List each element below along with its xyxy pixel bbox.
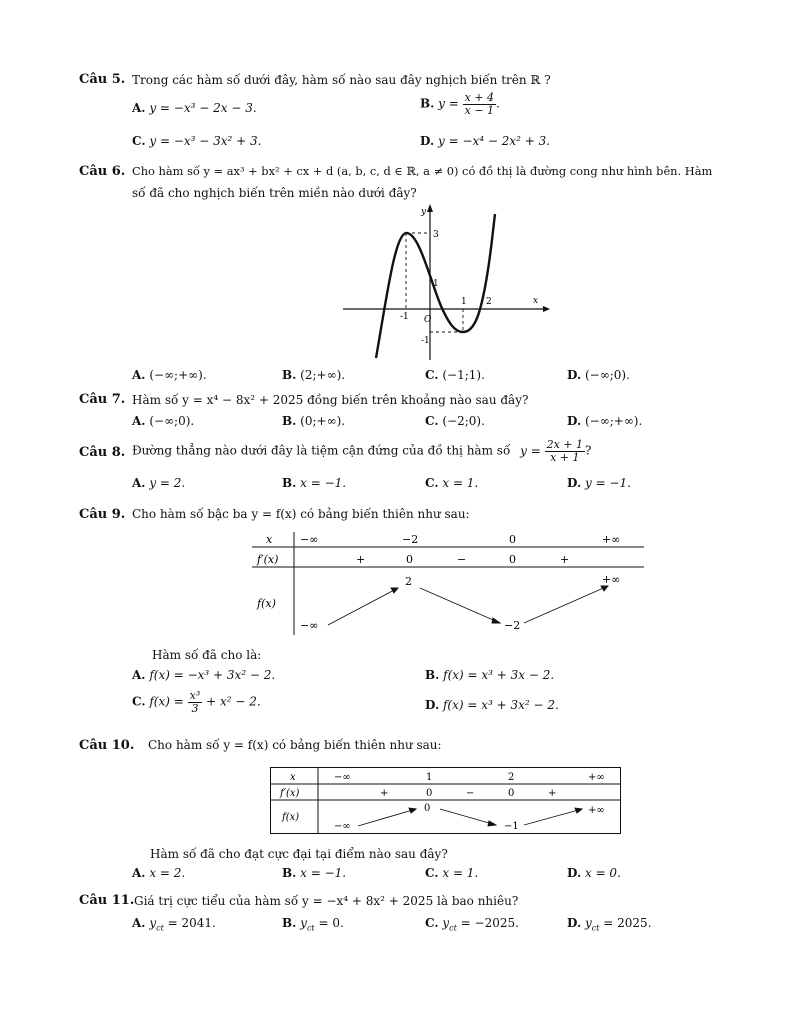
option-letter: B. (282, 916, 297, 930)
q9-option-b[interactable] (425, 668, 554, 682)
option-text: x = −1. (300, 866, 347, 880)
option-letter: D. (567, 476, 582, 490)
question-9-stem: Cho hàm số bậc ba y = f(x) có bảng biến thiên như sau: (132, 507, 470, 521)
q6-option-a[interactable] (132, 368, 207, 382)
x-value: −∞ (300, 533, 319, 546)
option-text: x = −1. (300, 476, 347, 490)
sign: + (548, 788, 557, 799)
x-value: −∞ (334, 772, 351, 783)
q6-option-c[interactable] (425, 368, 485, 382)
x-value: +∞ (602, 533, 621, 546)
tick-x-1: 1 (461, 297, 467, 307)
q11-option-a[interactable] (132, 916, 216, 932)
option-lhs: f(x) = (149, 694, 184, 709)
option-rest: = −2025. (456, 916, 519, 930)
option-text: y = −1. (584, 476, 631, 490)
option-text: (−2;0). (442, 414, 485, 428)
f-value: −∞ (334, 821, 351, 832)
option-var: y (300, 916, 307, 930)
option-letter: D. (567, 368, 582, 382)
x-header: x (290, 772, 296, 783)
question-10-stem: Cho hàm số y = f(x) có bảng biến thiên như sau: (148, 738, 442, 752)
stem-text: Đường thẳng nào dưới đây là tiệm cận đứng của đồ thị hàm số (132, 443, 511, 458)
option-text: x = 0. (584, 866, 621, 880)
tick-y-1: 1 (433, 279, 439, 289)
option-rest: = 2041. (163, 916, 216, 930)
option-rest: = 0. (314, 916, 344, 930)
q8-option-a[interactable] (132, 476, 185, 490)
numerator: 2x + 1 (546, 438, 584, 451)
stem-tail: ? (585, 443, 592, 458)
option-letter: B. (282, 414, 297, 428)
fraction (188, 690, 203, 714)
option-letter: C. (132, 694, 146, 709)
option-var: y (584, 916, 592, 930)
option-letter: B. (282, 866, 297, 880)
f-value: −1 (504, 821, 519, 832)
option-text: (−1;1). (442, 368, 485, 382)
question-7-label: Câu 7. (79, 392, 126, 407)
option-var: y (149, 916, 157, 930)
x-value: +∞ (588, 772, 605, 783)
option-text: f(x) = −x³ + 3x² − 2. (149, 668, 276, 682)
denominator: x + 1 (550, 450, 580, 464)
option-text: (0;+∞). (300, 414, 346, 428)
option-subscript: ct (156, 923, 164, 933)
origin-label: O (424, 315, 432, 325)
option-tail: + x² − 2. (206, 694, 261, 709)
option-letter: B. (425, 668, 440, 682)
option-letter: D. (567, 866, 582, 880)
q11-option-d[interactable] (567, 916, 652, 932)
option-subscript: ct (306, 923, 315, 933)
sign: + (380, 788, 389, 799)
option-text: x = 1. (442, 476, 479, 490)
fraction (463, 92, 496, 116)
denominator: 3 (191, 701, 199, 715)
q6-option-b[interactable] (282, 368, 345, 382)
question-10-prompt: Hàm số đã cho đạt cực đại tại điểm nào sau đây? (150, 847, 448, 861)
tick-y-minus1: -1 (421, 336, 430, 346)
numerator: x + 4 (464, 91, 495, 104)
function-lhs: y = (520, 443, 541, 458)
option-letter: A. (132, 668, 146, 682)
f-header: f(x) (257, 597, 276, 610)
f-value: −∞ (300, 619, 319, 632)
question-6-label: Câu 6. (79, 164, 126, 179)
q7-option-d[interactable] (567, 414, 642, 428)
x-value: 0 (509, 533, 516, 546)
option-text: y = 2. (149, 476, 186, 490)
q8-option-b[interactable] (282, 476, 346, 490)
sign: 0 (406, 553, 413, 566)
denominator: x − 1 (464, 103, 495, 117)
option-letter: C. (425, 916, 439, 930)
option-subscript: ct (449, 923, 457, 933)
sign: 0 (508, 788, 515, 799)
q9-option-c[interactable] (132, 690, 261, 714)
y-axis-arrow (427, 204, 433, 212)
fraction (545, 439, 585, 463)
question-5-label: Câu 5. (79, 72, 126, 87)
x-value: 2 (508, 772, 515, 783)
variation-arrows (358, 808, 582, 826)
f-value: +∞ (588, 805, 605, 816)
numerator: x³ (189, 689, 201, 702)
option-letter: C. (425, 414, 439, 428)
option-subscript: ct (591, 923, 600, 933)
option-text: x = 2. (149, 866, 186, 880)
f-value: 2 (405, 575, 412, 588)
option-letter: B. (282, 368, 297, 382)
x-axis-label: x (533, 296, 539, 306)
q7-option-b[interactable] (282, 414, 345, 428)
option-text: (−∞;0). (149, 414, 195, 428)
question-6-stem-line2: số đã cho nghịch biến trên miền nào dưới đây? (132, 186, 417, 200)
x-value: −2 (402, 533, 419, 546)
option-letter: D. (420, 134, 435, 148)
f-header: f(x) (282, 812, 300, 823)
question-8-label: Câu 8. (79, 445, 126, 460)
option-text: y = −x³ − 3x² + 3. (149, 134, 262, 148)
variation-table-q10 (270, 767, 622, 835)
question-10-label: Câu 10. (79, 738, 135, 753)
sign: − (466, 788, 475, 799)
question-5-stem: Trong các hàm số dưới đây, hàm số nào sau đây nghịch biến trên ℝ ? (132, 73, 551, 87)
option-letter: C. (425, 866, 439, 880)
fprime-header: f′(x) (257, 553, 279, 566)
y-axis-label: y (421, 207, 427, 217)
tick-x-2: 2 (486, 297, 492, 307)
q11-option-b[interactable] (282, 916, 344, 932)
q11-option-c[interactable] (425, 916, 519, 932)
x-axis-arrow (543, 306, 550, 312)
q10-option-b[interactable] (282, 866, 346, 880)
option-letter: A. (132, 101, 146, 115)
option-lhs: y = (438, 96, 459, 111)
option-tail: . (496, 96, 500, 111)
q9-option-a[interactable] (132, 668, 275, 682)
q6-option-d[interactable] (567, 368, 630, 382)
cubic-graph (335, 200, 550, 365)
option-letter: C. (425, 368, 439, 382)
f-value: +∞ (602, 573, 621, 586)
q9-option-d[interactable] (425, 698, 559, 712)
option-letter: A. (132, 476, 146, 490)
option-rest: = 2025. (599, 916, 652, 930)
option-letter: D. (567, 916, 582, 930)
sign: 0 (509, 553, 516, 566)
sign: + (560, 553, 570, 566)
option-letter: C. (132, 134, 146, 148)
q10-option-d[interactable] (567, 866, 621, 880)
question-8-stem (132, 439, 591, 463)
option-letter: A. (132, 866, 146, 880)
option-text: (−∞;+∞). (584, 414, 643, 428)
option-text: y = −x³ − 2x − 3. (149, 101, 257, 115)
option-letter: A. (132, 414, 146, 428)
sign: − (457, 553, 467, 566)
option-letter: B. (282, 476, 297, 490)
sign: + (356, 553, 366, 566)
option-text: f(x) = x³ + 3x − 2. (443, 668, 555, 682)
tick-x-minus1: -1 (400, 312, 409, 322)
tick-y-3: 3 (433, 230, 439, 240)
option-letter: A. (132, 368, 146, 382)
question-11-stem: Giá trị cực tiểu của hàm số y = −x⁴ + 8x² + 2025 là bao nhiêu? (134, 894, 519, 908)
fprime-header: f′(x) (280, 788, 300, 799)
f-value: 0 (424, 803, 431, 814)
f-value: −2 (504, 619, 521, 632)
question-6-stem-line1: Cho hàm số y = ax³ + bx² + cx + d (a, b, c, d ∈ ℝ, a ≠ 0) có đồ thị là đường cong như hình bên. Hàm (132, 164, 713, 178)
x-value: 1 (426, 772, 433, 783)
question-11-label: Câu 11. (79, 893, 135, 908)
option-text: (−∞;+∞). (149, 368, 207, 382)
question-9-prompt: Hàm số đã cho là: (152, 648, 262, 662)
q5-option-d[interactable] (420, 134, 550, 148)
q5-option-b[interactable] (420, 92, 500, 116)
option-letter: D. (567, 414, 582, 428)
option-text: f(x) = x³ + 3x² − 2. (442, 698, 559, 712)
q7-option-c[interactable] (425, 414, 485, 428)
option-text: (−∞;0). (584, 368, 630, 382)
q5-option-a[interactable] (132, 101, 257, 115)
sign: 0 (426, 788, 433, 799)
q7-option-a[interactable] (132, 414, 194, 428)
option-text: (2;+∞). (300, 368, 346, 382)
variation-arrows (328, 586, 608, 625)
q5-option-c[interactable] (132, 134, 261, 148)
option-letter: B. (420, 96, 435, 111)
question-7-stem: Hàm số y = x⁴ − 8x² + 2025 đồng biến trên khoảng nào sau đây? (132, 393, 529, 407)
option-text: y = −x⁴ − 2x² + 3. (437, 134, 551, 148)
option-text: x = 1. (442, 866, 479, 880)
option-letter: C. (425, 476, 439, 490)
q8-option-c[interactable] (425, 476, 478, 490)
q10-option-c[interactable] (425, 866, 478, 880)
option-letter: A. (132, 916, 146, 930)
variation-table-q9 (252, 530, 644, 640)
option-letter: D. (425, 698, 440, 712)
x-header: x (266, 533, 273, 546)
q8-option-d[interactable] (567, 476, 631, 490)
option-var: y (442, 916, 450, 930)
q10-option-a[interactable] (132, 866, 185, 880)
question-9-label: Câu 9. (79, 507, 126, 522)
